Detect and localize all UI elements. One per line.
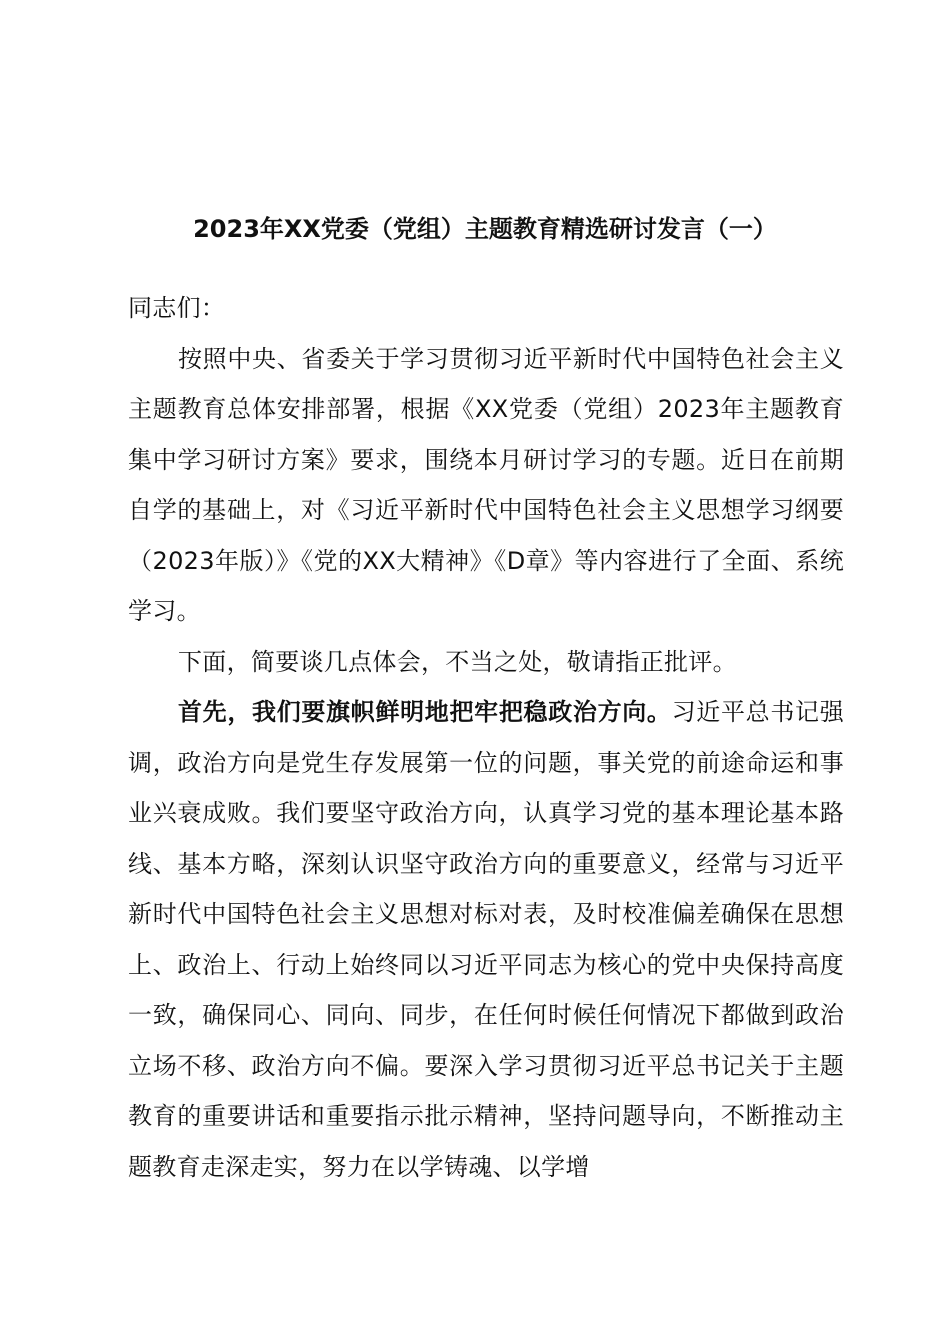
- paragraph-point-one-text: 习近平总书记强调，政治方向是党生存发展第一位的问题，事关党的前途命运和事业兴衰成败。我们要坚守政治方向，认真学习党的基本理论基本路线、基本方略，深刻认识坚守政治方向的重要意义，经常与习近平新时代中国特色社会主义思想对标对表，及时校准偏差确保在思想上、政治上、行动上始终同以习近平同志为核心的党中央保持高度一致，确保同心、同向、同步，在任何时候任何情况下都做到政治立场不移、政治方向不偏。要深入学习贯彻习近平总书记关于主题教育的重要讲话和重要指示批示精神，坚持问题导向，不断推动主题教育走深走实，努力在以学铸魂、以学增: [128, 698, 844, 1181]
- document-title: 2023年XX党委（党组）主题教育精选研讨发言（一）: [193, 215, 777, 243]
- paragraph-preface: [128, 637, 844, 688]
- paragraph-preface-text: 下面，简要谈几点体会，不当之处，敬请指正批评。: [178, 647, 737, 676]
- paragraph-intro-text: 按照中央、省委关于学习贯彻习近平新时代中国特色社会主义主题教育总体安排部署，根据《XX党委（党组）2023年主题教育集中学习研讨方案》要求，围绕本月研讨学习的专题。近日在前期自学的基础上，对《习近平新时代中国特色社会主义思想学习纲要（2023年版）》《党的XX大精神》《D章》等内容进行了全面、系统学习。: [128, 344, 844, 625]
- salutation: 同志们：: [128, 294, 226, 322]
- paragraph-point-one: [128, 687, 844, 1192]
- paragraph-intro: [128, 334, 844, 637]
- document-body: [128, 283, 844, 1192]
- paragraph-point-one-lead: 首先，我们要旗帜鲜明地把牢把稳政治方向。: [178, 698, 672, 726]
